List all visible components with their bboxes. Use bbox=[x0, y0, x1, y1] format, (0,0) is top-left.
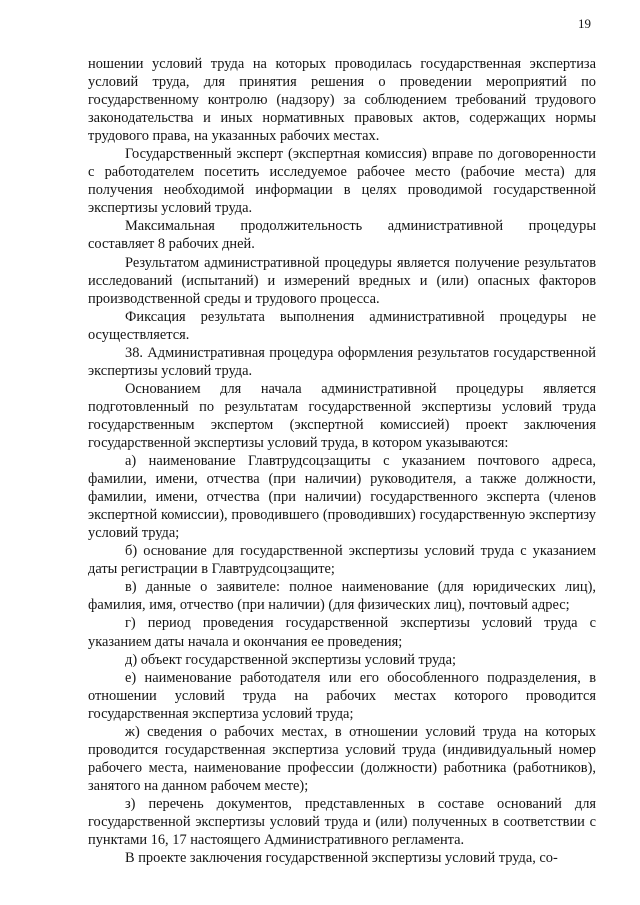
paragraph-draft-conclusion: В проекте заключения государственной экспертизы условий труда, со- bbox=[125, 850, 558, 867]
paragraph-result: Результатом административной процедуры является получение результатов исследований (испытаний) и измерений вредных и (или) опасных факторов производственной среды и трудового процесса. bbox=[88, 254, 596, 307]
paragraph-item-38: 38. Административная процедура оформления результатов государственной экспертизы условий труда. bbox=[88, 344, 596, 379]
paragraph-basis: Основанием для начала административной процедуры является подготовленный по результатам государственной экспертизы условий труда государственным экспертом (экспертной комиссией) проект заключения государственной экспертизы условий труда, в котором указываются: bbox=[88, 380, 596, 451]
list-item-g: г) период проведения государственной экспертизы условий труда с указанием даты начала и окончания ее проведения; bbox=[88, 615, 596, 650]
list-item-zh: ж) сведения о рабочих местах, в отношении условий труда на которых проводится государственная экспертиза условий труда (индивидуальный номер рабочего места, наименование профессии (должности) работника (работников), занятого на данном рабочем месте); bbox=[88, 723, 596, 794]
list-item-a: а) наименование Главтрудсоцзащиты с указанием почтового адреса, фамилии, имени, отчества (при наличии) руководителя, а также должности, фамилии, имени, отчества (при наличии) государственного эксперта (членов экспертной комиссии), проводившего (проводивших) государственную экспертизу условий труда; bbox=[88, 453, 596, 542]
list-item-b: б) основание для государственной экспертизы условий труда с указанием даты регистрации в Главтрудсоцзащите; bbox=[88, 543, 596, 578]
paragraph-max-duration: Максимальная продолжительность административной процедуры составляет 8 рабочих дней. bbox=[88, 218, 596, 253]
paragraph-continued: ношении условий труда на которых проводилась государственная экспертиза условий труда, для принятия решения о проведении мероприятий по государственному контролю (надзору) за соблюдением требований трудового законодательства и иных нормативных правовых актов, содержащих нормы трудового права, на указанных рабочих местах. bbox=[88, 56, 596, 145]
paragraph-fixation: Фиксация результата выполнения административной процедуры не осуществляется. bbox=[88, 308, 596, 343]
list-item-e: е) наименование работодателя или его обособленного подразделения, в отношении условий труда на рабочих местах которого проводится государственная экспертиза условий труда; bbox=[88, 669, 596, 722]
list-item-v: в) данные о заявителе: полное наименование (для юридических лиц), фамилия, имя, отчество (при наличии) (для физических лиц), почтовый адрес; bbox=[88, 579, 596, 614]
page-number: 19 bbox=[578, 16, 591, 31]
list-item-d: д) объект государственной экспертизы условий труда; bbox=[125, 651, 456, 668]
paragraph-expert-visit: Государственный эксперт (экспертная комиссия) вправе по договоренности с работодателем посетить исследуемое рабочее место (рабочие места) для получения необходимой информации в целях проводимой государственной экспертизы условий труда. bbox=[88, 146, 596, 217]
list-item-z: з) перечень документов, представленных в составе оснований для государственной экспертизы условий труда и (или) полученных в соответствии с пунктами 16, 17 настоящего Административного регламента. bbox=[88, 795, 596, 849]
document-body bbox=[88, 55, 596, 867]
